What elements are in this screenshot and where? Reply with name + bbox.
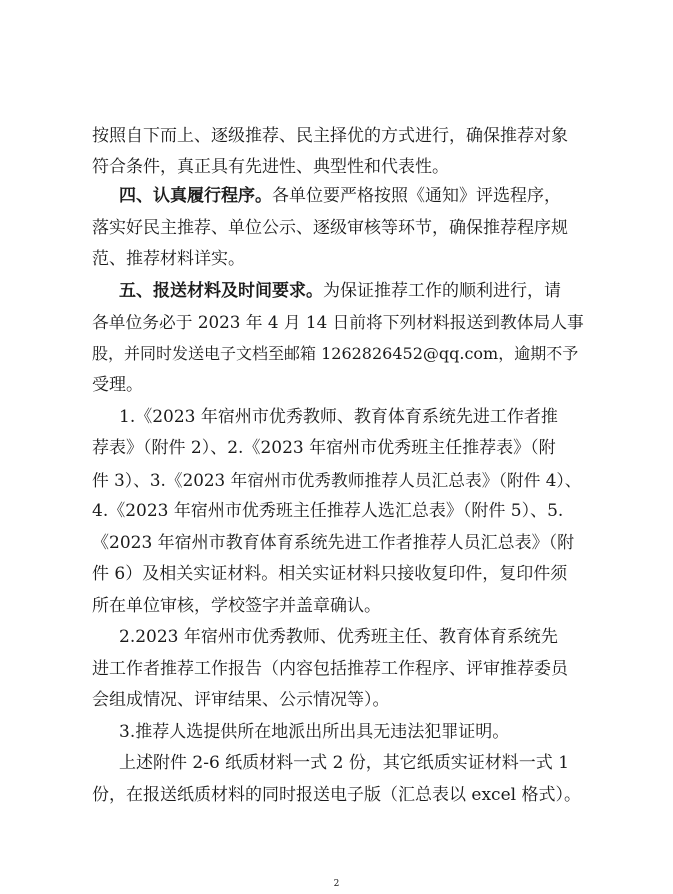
item-1-line-4: 4.《2023 年宿州市优秀班主任推荐人选汇总表》（附件 5）、5.	[92, 501, 564, 521]
item-1-line-6: 件 6）及相关实证材料。相关实证材料只接收复印件，复印件须	[92, 564, 568, 584]
closing-line-1: 上述附件 2-6 纸质材料一式 2 份，其它纸质实证材料一式 1	[119, 753, 570, 773]
item-2-line-2: 进工作者推荐工作报告（内容包括推荐工作程序、评审推荐委员	[92, 659, 568, 679]
closing-line-2: 份，在报送纸质材料的同时报送电子版（汇总表以 excel 格式）。	[92, 785, 581, 805]
section-four-text: 各单位要严格按照《通知》评选程序，	[272, 186, 561, 206]
item-2-line-3: 会组成情况、评审结果、公示情况等）。	[92, 690, 390, 710]
body-line-3: 落实好民主推荐、单位公示、逐级审核等环节，确保推荐程序规	[92, 218, 568, 238]
body-line-4: 范、推荐材料详实。	[92, 249, 245, 269]
item-1-line-2: 荐表》（附件 2）、2.《2023 年宿州市优秀班主任推荐表》（附	[92, 438, 556, 458]
item-1-line-7: 所在单位审核，学校签字并盖章确认。	[92, 596, 381, 616]
section-four-heading: 四、认真履行程序。	[119, 186, 272, 206]
section-five-text: 为保证推荐工作的顺利进行，请	[323, 281, 561, 301]
body-line-2: 符合条件，真正具有先进性、典型性和代表性。	[92, 157, 449, 177]
section-four-line	[119, 185, 561, 207]
body-line-7: 受理。	[92, 375, 143, 395]
body-line-6: 股，并同时发送电子文档至邮箱 1262826452@qq.com，逾期不予	[92, 344, 579, 363]
item-2-line-1: 2.2023 年宿州市优秀教师、优秀班主任、教育体育系统先	[119, 627, 558, 647]
item-1-line-1: 1.《2023 年宿州市优秀教师、教育体育系统先进工作者推	[119, 407, 558, 427]
item-3-line: 3.推荐人选提供所在地派出所出具无违法犯罪证明。	[119, 722, 510, 742]
body-line-5: 各单位务必于 2023 年 4 月 14 日前将下列材料报送到教体局人事	[92, 312, 584, 332]
section-five-line	[119, 280, 561, 302]
page-number: 2	[333, 879, 340, 889]
item-1-line-5: 《2023 年宿州市教育体育系统先进工作者推荐人员汇总表》（附	[92, 533, 575, 553]
item-1-line-3: 件 3）、3.《2023 年宿州市优秀教师推荐人员汇总表》（附件 4）、	[92, 470, 582, 490]
section-five-heading: 五、报送材料及时间要求。	[119, 281, 323, 301]
body-line-1: 按照自下而上、逐级推荐、民主择优的方式进行，确保推荐对象	[92, 126, 568, 146]
